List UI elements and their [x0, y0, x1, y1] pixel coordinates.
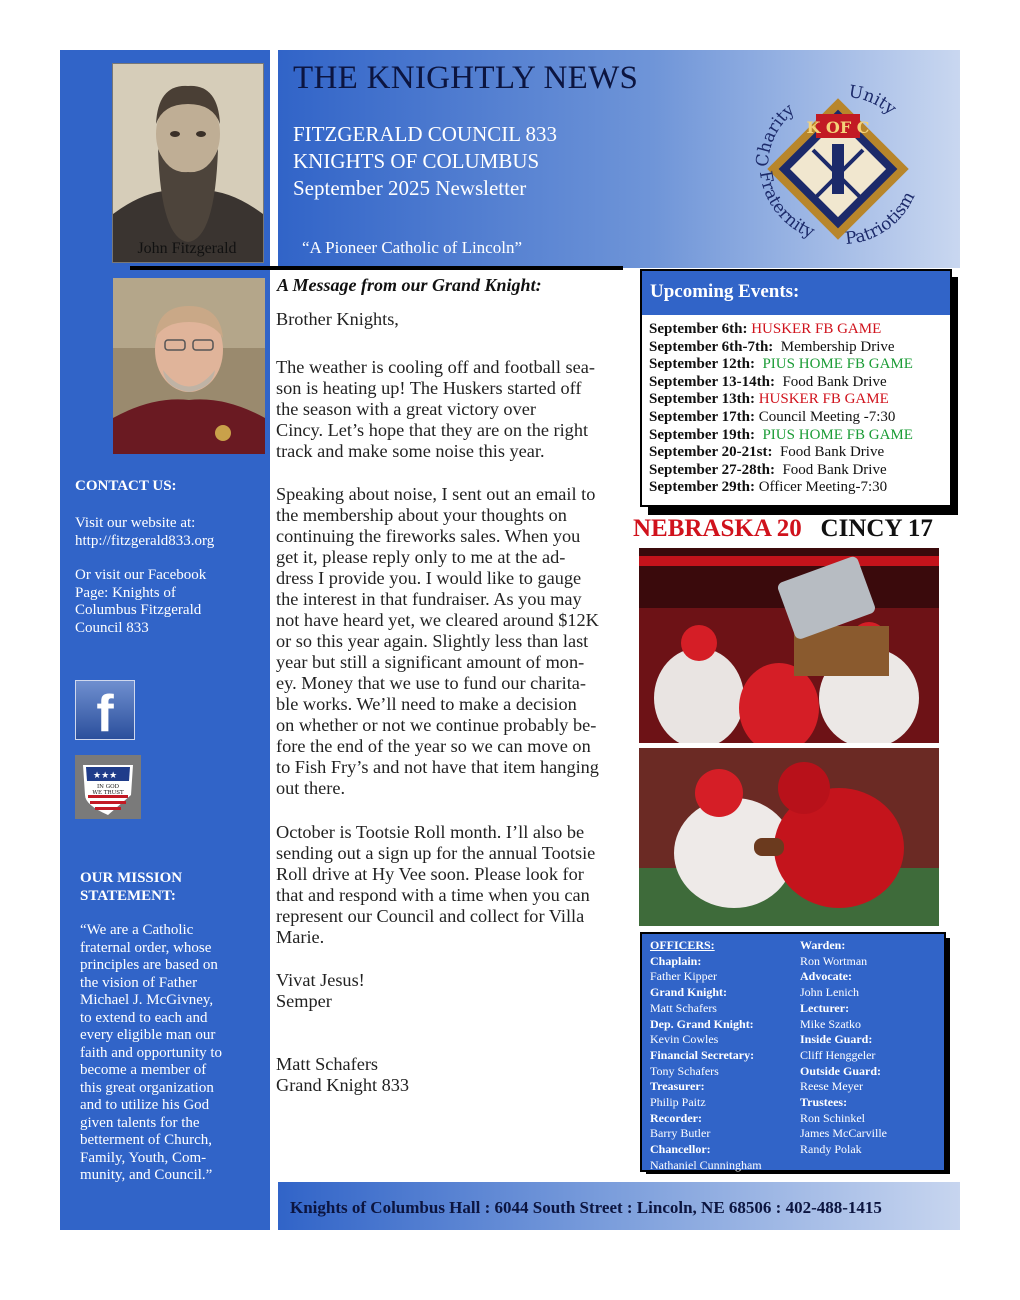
officer-role: Financial Secretary:	[650, 1047, 755, 1062]
officer-name: Tony Schafers	[650, 1063, 719, 1078]
header-divider	[130, 266, 623, 270]
officers-title: OFFICERS:	[650, 938, 715, 952]
tagline: “A Pioneer Catholic of Lincoln”	[302, 238, 522, 257]
officer-role: Grand Knight:	[650, 985, 728, 1000]
letter-line: ble works. We’ll need to make a decision	[276, 694, 577, 714]
mission-line: every eligible man our	[80, 1027, 216, 1043]
officer-role: Inside Guard:	[800, 1032, 873, 1047]
letter-paragraph-2	[276, 484, 631, 799]
mission-heading-line: STATEMENT:	[80, 887, 176, 904]
mission-heading-line: OUR MISSION	[80, 870, 183, 886]
mission-line: munity, and Council.”	[80, 1167, 213, 1183]
contact-line: Columbus Fitzgerald	[75, 602, 202, 618]
contact-line: Visit our website at:	[75, 515, 196, 531]
mission-line: betterment of Church,	[80, 1132, 213, 1148]
officer-role: Outside Guard:	[800, 1063, 882, 1078]
svg-text:★★★: ★★★	[93, 771, 118, 781]
officer-name: Reese Meyer	[800, 1079, 863, 1094]
event-row	[642, 444, 950, 462]
mission-line: this great organization	[80, 1079, 214, 1096]
event-description: PIUS HOME FB GAME	[754, 426, 913, 443]
emblem-word: Charity	[752, 99, 799, 168]
emblem-word: Fraternity	[754, 169, 818, 243]
letter-line: Speaking about noise, I sent out an email to	[276, 484, 596, 504]
game-score	[633, 515, 933, 543]
event-date: September 20-21st:	[649, 444, 773, 461]
organization-name: KNIGHTS OF COLUMBUS	[293, 149, 540, 173]
contact-line: Or visit our Facebook	[75, 567, 207, 583]
letter-line: that and respond with a time when you can	[276, 885, 590, 905]
event-row	[642, 409, 950, 427]
officer-name: Philip Paitz	[650, 1095, 706, 1110]
letter-line: The weather is cooling off and football sea-	[276, 357, 595, 377]
contact-info	[75, 515, 260, 637]
upcoming-events-box	[640, 269, 952, 507]
score-nebraska: NEBRASKA 20	[633, 515, 802, 542]
letter-closing	[276, 970, 631, 1012]
event-description: Food Bank Drive	[772, 444, 885, 461]
letter-line: to Fish Fry’s and not have that item hanging	[276, 757, 599, 777]
event-date: September 12th:	[649, 356, 755, 373]
mission-line: become a member of	[80, 1062, 207, 1078]
event-date: September 19th:	[649, 426, 755, 443]
mission-line: “We are a Catholic	[80, 922, 194, 938]
emblem-center-text: K OF C	[806, 118, 870, 137]
officer-role: Lecturer:	[800, 1000, 850, 1015]
letter-paragraph-1	[276, 357, 631, 462]
letter-greeting: Brother Knights,	[276, 309, 399, 329]
facebook-page-link[interactable]	[75, 585, 260, 638]
badge-text-2: WE TRUST	[92, 790, 124, 796]
letter-line: out there.	[276, 778, 346, 798]
letter-line: continuing the fireworks sales. When you	[276, 526, 581, 546]
officer-role: Warden:	[800, 938, 846, 952]
officer-name: Matt Schafers	[650, 1000, 717, 1015]
event-date: September 13th:	[649, 391, 755, 408]
officer-role: Recorder:	[650, 1110, 702, 1125]
contact-line: Page: Knights of	[75, 584, 176, 601]
contact-spacer	[75, 550, 260, 567]
event-date: September 6th:	[649, 321, 748, 337]
in-god-we-trust-shield-icon	[75, 755, 141, 819]
kofc-emblem-icon	[738, 72, 938, 252]
event-description: HUSKER FB GAME	[747, 321, 882, 337]
officer-role: Chaplain:	[650, 953, 702, 968]
contact-heading: CONTACT US:	[75, 478, 177, 494]
letter-signature	[276, 1054, 631, 1096]
event-description: Food Bank Drive	[774, 461, 887, 478]
officer-name: Ron Wortman	[800, 953, 868, 968]
event-date: September 29th:	[649, 479, 755, 496]
letter-line: October is Tootsie Roll month. I’ll also be	[276, 822, 585, 842]
trophy-celebration-photo	[639, 548, 939, 743]
mission-heading	[80, 870, 250, 905]
event-row	[642, 479, 950, 497]
mission-line: given talents for the	[80, 1114, 200, 1131]
letter-line: the season with a great victory over	[276, 399, 536, 419]
mission-line: fraternal order, whose	[80, 939, 212, 956]
score-cincy: CINCY 17	[820, 515, 933, 542]
event-date: September 27-28th:	[649, 461, 775, 478]
letter-line: the membership about your thoughts on	[276, 505, 567, 525]
officer-name: Nathaniel Cunningham	[650, 1157, 762, 1172]
letter-line: Roll drive at Hy Vee soon. Please look for	[276, 864, 584, 884]
officers-right-column	[800, 938, 887, 1158]
officers-left-list	[650, 954, 762, 1174]
mission-line: the vision of Father	[80, 974, 198, 991]
photo-caption: John Fitzgerald	[137, 240, 237, 257]
letter-line: on whether or not we continue probably be-	[276, 715, 597, 735]
svg-text:Unity	[847, 82, 900, 120]
officer-name: Father Kipper	[650, 969, 717, 984]
badge-text-1: IN GOD	[96, 784, 120, 790]
john-fitzgerald-portrait	[112, 63, 264, 263]
officer-name: James McCarville	[800, 1126, 887, 1141]
event-row	[642, 462, 950, 480]
officer-name: Kevin Cowles	[650, 1032, 719, 1047]
officer-role: Trustees:	[800, 1095, 848, 1110]
letter-line: ey. Money that we use to fund our charita-	[276, 673, 587, 693]
officer-name: Randy Polak	[800, 1142, 862, 1157]
letter-line: dress I provide you. I would like to gauge	[276, 568, 582, 588]
officer-role: Treasurer:	[650, 1079, 705, 1094]
mission-statement	[80, 922, 255, 1185]
event-description: Food Bank Drive	[774, 373, 887, 390]
mission-line: faith and opportunity to	[80, 1044, 223, 1061]
event-date: September 6th-7th:	[649, 338, 774, 355]
event-row	[642, 339, 950, 357]
officer-role: Dep. Grand Knight:	[650, 1016, 754, 1031]
emblem-word: Unity	[847, 81, 901, 120]
letter-line: represent our Council and collect for Villa	[276, 906, 585, 926]
event-description: Membership Drive	[773, 338, 895, 355]
mission-line: principles are based on	[80, 957, 218, 973]
letter-line: Marie.	[276, 927, 325, 947]
letter-line: Semper	[276, 991, 332, 1011]
letter-line: fore the end of the year so we can move on	[276, 736, 591, 756]
footer-address: Knights of Columbus Hall : 6044 South Street : Lincoln, NE 68506 : 402-488-1415	[290, 1198, 882, 1217]
officer-role: Advocate:	[800, 969, 852, 984]
letter-paragraph-3	[276, 822, 631, 948]
officers-box	[640, 932, 946, 1172]
letter-line: son is heating up! The Huskers started off	[276, 378, 582, 398]
score-spacer	[808, 515, 814, 542]
grand-knight-message-heading: A Message from our Grand Knight:	[277, 275, 542, 295]
issue-date: September 2025 Newsletter	[293, 176, 527, 200]
event-row	[642, 427, 950, 445]
letter-line: the interest in that fundraiser. As you may	[276, 589, 582, 609]
letter-line: track and make some noise this year.	[276, 441, 545, 461]
letter-line: Vivat Jesus!	[276, 970, 365, 990]
event-row	[642, 374, 950, 392]
officer-name: Cliff Henggeler	[800, 1047, 876, 1062]
officer-name: Mike Szatko	[800, 1016, 861, 1031]
council-name: FITZGERALD COUNCIL 833	[293, 122, 558, 146]
event-description: Officer Meeting-7:30	[754, 479, 888, 496]
officer-role: Chancellor:	[650, 1142, 711, 1157]
signature-name: Matt Schafers	[276, 1054, 379, 1074]
event-row	[642, 356, 950, 374]
officers-right-list	[800, 938, 887, 1158]
event-date: September 13-14th:	[649, 373, 775, 390]
letter-line: or so this year again. Slightly less than last	[276, 631, 589, 651]
game-action-photo	[639, 748, 939, 926]
event-date: September 17th:	[649, 408, 755, 425]
officer-name: John Lenich	[800, 985, 859, 1000]
facebook-icon[interactable]: f	[75, 680, 135, 740]
newsletter-title: THE KNIGHTLY NEWS	[293, 60, 639, 96]
signature-title: Grand Knight 833	[276, 1075, 410, 1095]
contact-line: Council 833	[75, 619, 149, 636]
events-heading: Upcoming Events:	[642, 271, 950, 315]
mission-line: to extend to each and	[80, 1009, 208, 1026]
event-description: HUSKER FB GAME	[754, 391, 889, 408]
officer-name: Barry Butler	[650, 1126, 711, 1141]
officers-left-column	[650, 938, 762, 1174]
event-row	[642, 391, 950, 409]
letter-line: year but still a significant amount of mon-	[276, 652, 585, 672]
mission-line: Michael J. McGivney,	[80, 992, 214, 1008]
mission-line: and to utilize his God	[80, 1097, 210, 1113]
emblem-word: Patriotism	[844, 188, 920, 250]
event-description: PIUS HOME FB GAME	[754, 356, 913, 373]
events-list	[642, 321, 950, 497]
website-link[interactable]: http://fitzgerald833.org	[75, 532, 215, 549]
letter-line: sending out a sign up for the annual Tootsie	[276, 843, 596, 863]
grand-knight-photo	[113, 278, 265, 454]
letter-line: Cincy. Let’s hope that they are on the right	[276, 420, 589, 440]
letter-line: get it, please reply only to me at the ad-	[276, 547, 566, 567]
letter-line: not have heard yet, we cleared around $12K	[276, 610, 599, 630]
event-description: Council Meeting -7:30	[754, 408, 896, 425]
officer-name: Ron Schinkel	[800, 1110, 865, 1125]
mission-line: Family, Youth, Com-	[80, 1149, 207, 1166]
event-row	[642, 321, 950, 339]
